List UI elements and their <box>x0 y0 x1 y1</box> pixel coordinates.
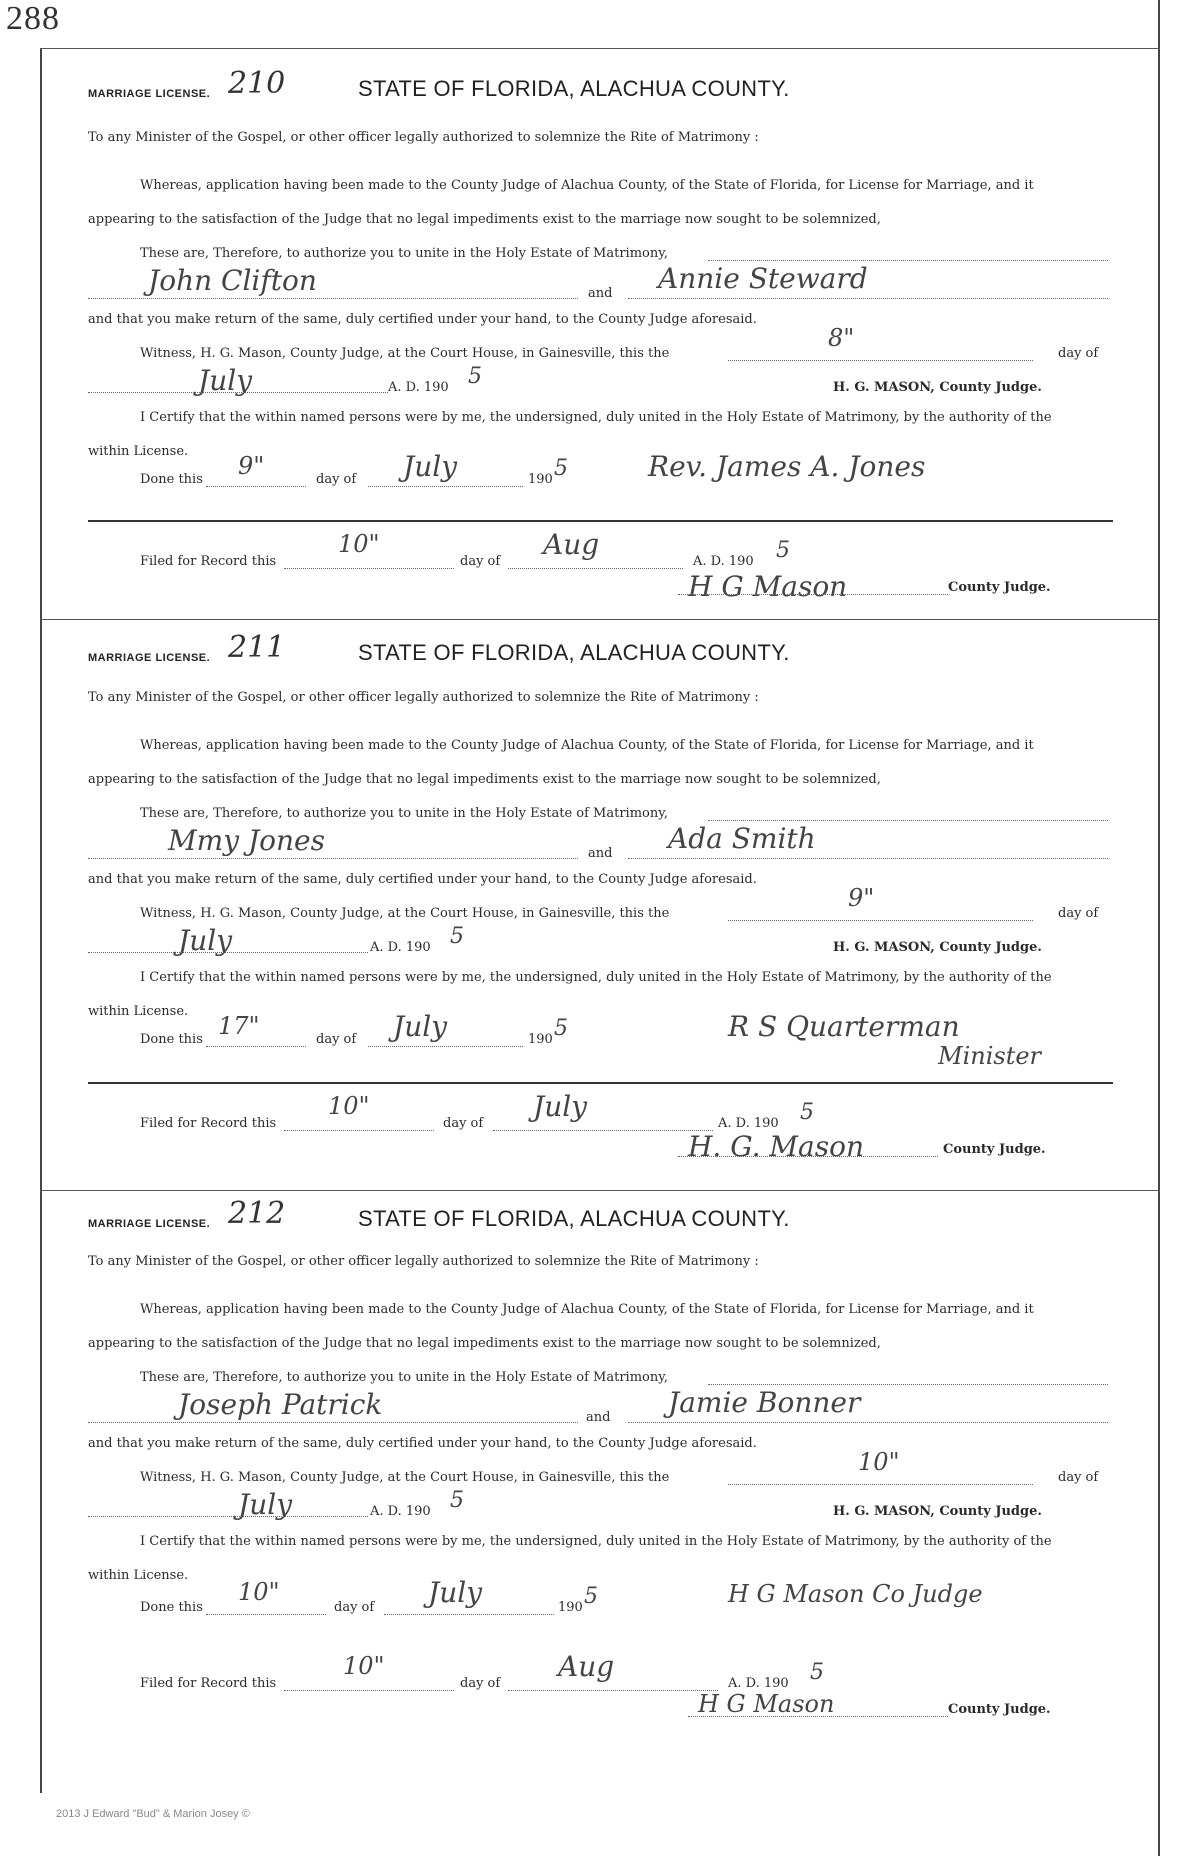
right-margin-rule <box>1158 0 1160 1856</box>
fill-line <box>88 298 578 299</box>
day-of-label: day of <box>1058 906 1099 921</box>
ad-year-label: A. D. 190 <box>370 940 431 955</box>
return-line: and that you make return of the same, duly certified under your hand, to the County Judge aforesaid. <box>88 312 757 327</box>
license-label: MARRIAGE LICENSE. <box>88 652 211 664</box>
fill-line <box>88 858 578 859</box>
filed-month: Aug <box>558 1650 615 1683</box>
filed-day: 10" <box>338 530 380 558</box>
county-judge-label: County Judge. <box>948 1702 1051 1717</box>
witness-day: 9" <box>848 884 875 912</box>
and-word: and <box>588 846 613 861</box>
officiant-title: Minister <box>938 1042 1042 1070</box>
whereas-line-2: appearing to the satisfaction of the Judge that no legal impediments exist to the marriage now sought to be solemnized, <box>88 1336 881 1351</box>
certify-line-1: I Certify that the within named persons were by me, the undersigned, duly united in the Holy Estate of Matrimony, by the authority of the <box>140 970 1052 985</box>
fill-line <box>708 820 1108 821</box>
whereas-line-1: Whereas, application having been made to the County Judge of Alachua County, of the State of Florida, for License for Marriage, and it <box>140 738 1034 753</box>
fill-line <box>206 1046 306 1047</box>
filed-day-of-label: day of <box>460 1676 501 1691</box>
fill-line <box>688 1716 948 1717</box>
these-are-line: These are, Therefore, to authorize you to unite in the Holy Estate of Matrimony, <box>140 246 668 261</box>
witness-month: July <box>198 364 253 397</box>
copyright-notice: 2013 J Edward "Bud" & Marion Josey © <box>56 1808 250 1820</box>
officiant-signature: H G Mason Co Judge <box>728 1580 983 1608</box>
groom-name: Joseph Patrick <box>178 1388 383 1421</box>
top-rule <box>40 48 1160 49</box>
fill-line <box>508 1690 718 1691</box>
and-word: and <box>586 1410 611 1425</box>
license-header <box>88 1196 1113 1240</box>
done-month: July <box>393 1010 448 1043</box>
fill-line <box>88 1422 578 1423</box>
done-day-of-label: day of <box>316 472 357 487</box>
fill-line <box>628 298 1108 299</box>
filed-day: 10" <box>328 1092 370 1120</box>
witness-month: July <box>238 1488 293 1521</box>
filed-ad-year-label: A. D. 190 <box>693 554 754 569</box>
filed-for-record-label: Filed for Record this <box>140 1116 277 1131</box>
whereas-line-1: Whereas, application having been made to the County Judge of Alachua County, of the State of Florida, for License for Marriage, and it <box>140 178 1034 193</box>
judge-signature: H G Mason <box>698 1690 835 1718</box>
address-line: To any Minister of the Gospel, or other officer legally authorized to solemnize the Rite of Matrimony : <box>88 1254 759 1269</box>
done-year-label: 190 <box>558 1600 583 1615</box>
done-day: 10" <box>238 1578 280 1606</box>
fill-line <box>384 1614 554 1615</box>
filed-day: 10" <box>343 1652 385 1680</box>
filed-year-digit: 5 <box>810 1660 824 1685</box>
marriage-license-212 <box>88 1196 1113 1736</box>
filed-year-digit: 5 <box>800 1100 814 1125</box>
fill-line <box>206 486 306 487</box>
license-separator <box>40 1190 1160 1191</box>
witness-year-digit: 5 <box>450 924 464 949</box>
fill-line <box>728 920 1033 921</box>
filed-day-of-label: day of <box>460 554 501 569</box>
groom-name: Mmy Jones <box>168 824 325 857</box>
license-header <box>88 66 1113 110</box>
day-of-label: day of <box>1058 346 1099 361</box>
done-day: 9" <box>238 452 265 480</box>
license-number: 210 <box>228 66 286 101</box>
fill-line <box>206 1614 326 1615</box>
marriage-license-210 <box>88 66 1113 606</box>
done-day-of-label: day of <box>316 1032 357 1047</box>
return-line: and that you make return of the same, duly certified under your hand, to the County Judge aforesaid. <box>88 1436 757 1451</box>
witness-day: 10" <box>858 1448 900 1476</box>
whereas-line-2: appearing to the satisfaction of the Judge that no legal impediments exist to the marriage now sought to be solemnized, <box>88 772 881 787</box>
whereas-line-1: Whereas, application having been made to the County Judge of Alachua County, of the State of Florida, for License for Marriage, and it <box>140 1302 1034 1317</box>
these-are-line: These are, Therefore, to authorize you to unite in the Holy Estate of Matrimony, <box>140 806 668 821</box>
filed-for-record-label: Filed for Record this <box>140 1676 277 1691</box>
ad-year-label: A. D. 190 <box>388 380 449 395</box>
witness-line: Witness, H. G. Mason, County Judge, at the Court House, in Gainesville, this the <box>140 346 670 361</box>
section-rule <box>88 520 1113 522</box>
certify-line-2: within License. <box>88 1568 189 1583</box>
state-title: STATE OF FLORIDA, ALACHUA COUNTY. <box>358 1206 790 1231</box>
fill-line <box>678 1156 938 1157</box>
fill-line <box>628 858 1108 859</box>
county-judge-label: County Judge. <box>948 580 1051 595</box>
address-line: To any Minister of the Gospel, or other officer legally authorized to solemnize the Rite of Matrimony : <box>88 130 759 145</box>
done-year-digit: 5 <box>554 456 568 481</box>
page-number: 288 <box>6 0 60 37</box>
fill-line <box>728 1484 1033 1485</box>
judge-signature: H G Mason <box>688 570 848 603</box>
fill-line <box>628 1422 1108 1423</box>
officiant-signature: R S Quarterman <box>728 1010 960 1043</box>
section-rule <box>88 1082 1113 1084</box>
officiant-signature: Rev. James A. Jones <box>648 450 926 483</box>
certify-line-2: within License. <box>88 444 189 459</box>
fill-line <box>493 1130 713 1131</box>
judge-print-name: H. G. MASON, County Judge. <box>833 1504 1042 1519</box>
witness-day: 8" <box>828 324 855 352</box>
done-year-digit: 5 <box>554 1016 568 1041</box>
license-label: MARRIAGE LICENSE. <box>88 1218 211 1230</box>
license-header <box>88 630 1113 674</box>
fill-line <box>368 1046 523 1047</box>
judge-signature: H. G. Mason <box>688 1130 865 1163</box>
filed-day-of-label: day of <box>443 1116 484 1131</box>
return-line: and that you make return of the same, duly certified under your hand, to the County Judge aforesaid. <box>88 872 757 887</box>
done-this-label: Done this <box>140 1600 203 1615</box>
done-month: July <box>428 1576 483 1609</box>
done-year-digit: 5 <box>584 1584 598 1609</box>
witness-month: July <box>178 924 233 957</box>
witness-year-digit: 5 <box>468 364 482 389</box>
these-are-line: These are, Therefore, to authorize you to unite in the Holy Estate of Matrimony, <box>140 1370 668 1385</box>
whereas-line-2: appearing to the satisfaction of the Judge that no legal impediments exist to the marriage now sought to be solemnized, <box>88 212 881 227</box>
filed-ad-year-label: A. D. 190 <box>718 1116 779 1131</box>
fill-line <box>678 594 948 595</box>
fill-line <box>88 952 368 953</box>
judge-print-name: H. G. MASON, County Judge. <box>833 380 1042 395</box>
filed-for-record-label: Filed for Record this <box>140 554 277 569</box>
bride-name: Jamie Bonner <box>668 1386 861 1419</box>
filed-month: July <box>533 1090 588 1123</box>
fill-line <box>368 486 523 487</box>
day-of-label: day of <box>1058 1470 1099 1485</box>
witness-line: Witness, H. G. Mason, County Judge, at the Court House, in Gainesville, this the <box>140 906 670 921</box>
filed-ad-year-label: A. D. 190 <box>728 1676 789 1691</box>
fill-line <box>284 1130 434 1131</box>
done-year-label: 190 <box>528 472 553 487</box>
bride-name: Ada Smith <box>668 822 816 855</box>
and-word: and <box>588 286 613 301</box>
fill-line <box>88 392 388 393</box>
done-year-label: 190 <box>528 1032 553 1047</box>
state-title: STATE OF FLORIDA, ALACHUA COUNTY. <box>358 640 790 665</box>
ad-year-label: A. D. 190 <box>370 1504 431 1519</box>
fill-line <box>508 568 683 569</box>
done-day: 17" <box>218 1012 260 1040</box>
witness-line: Witness, H. G. Mason, County Judge, at the Court House, in Gainesville, this the <box>140 1470 670 1485</box>
filed-year-digit: 5 <box>776 538 790 563</box>
filed-month: Aug <box>543 528 600 561</box>
fill-line <box>88 1516 368 1517</box>
judge-print-name: H. G. MASON, County Judge. <box>833 940 1042 955</box>
bride-name: Annie Steward <box>658 262 868 295</box>
fill-line <box>728 360 1033 361</box>
fill-line <box>708 260 1108 261</box>
certify-line-2: within License. <box>88 1004 189 1019</box>
certify-line-1: I Certify that the within named persons were by me, the undersigned, duly united in the Holy Estate of Matrimony, by the authority of the <box>140 1534 1052 1549</box>
license-label: MARRIAGE LICENSE. <box>88 88 211 100</box>
witness-year-digit: 5 <box>450 1488 464 1513</box>
address-line: To any Minister of the Gospel, or other officer legally authorized to solemnize the Rite of Matrimony : <box>88 690 759 705</box>
state-title: STATE OF FLORIDA, ALACHUA COUNTY. <box>358 76 790 101</box>
done-this-label: Done this <box>140 472 203 487</box>
fill-line <box>284 1690 454 1691</box>
certify-line-1: I Certify that the within named persons were by me, the undersigned, duly united in the Holy Estate of Matrimony, by the authority of the <box>140 410 1052 425</box>
groom-name: John Clifton <box>148 264 317 297</box>
license-number: 211 <box>228 630 286 665</box>
fill-line <box>708 1384 1108 1385</box>
license-separator <box>40 619 1160 620</box>
county-judge-label: County Judge. <box>943 1142 1046 1157</box>
left-margin-rule <box>40 48 42 1793</box>
fill-line <box>284 568 454 569</box>
marriage-license-211 <box>88 630 1113 1170</box>
done-this-label: Done this <box>140 1032 203 1047</box>
license-number: 212 <box>228 1196 286 1231</box>
done-month: July <box>403 450 458 483</box>
done-day-of-label: day of <box>334 1600 375 1615</box>
